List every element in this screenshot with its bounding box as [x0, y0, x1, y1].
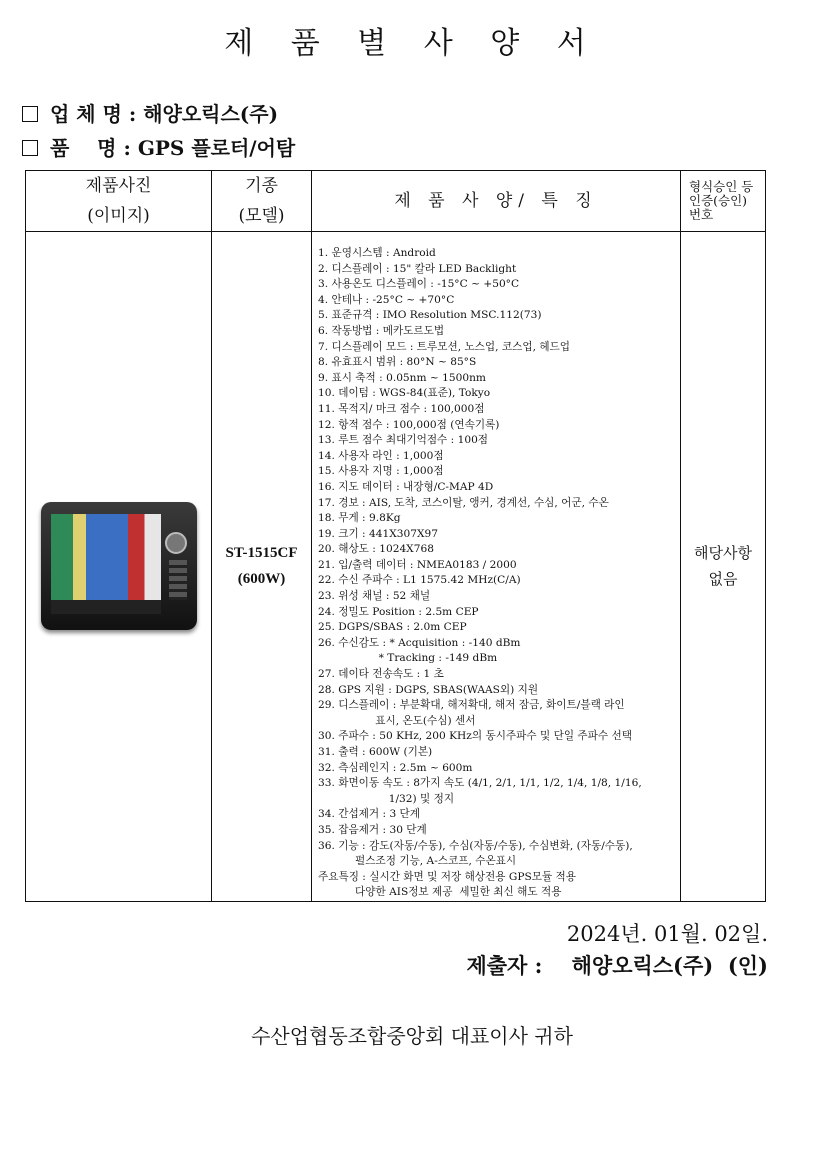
spec-line: 18. 무게 : 9.8Kg — [318, 512, 401, 525]
spec-line: 21. 입/출력 데이터 : NMEA0183 / 2000 — [318, 558, 517, 571]
device-knob — [165, 532, 187, 554]
spec-line: 26. 수신감도 : * Acquisition : -140 dBm — [318, 636, 521, 649]
spec-line: 6. 작동방법 : 메카도르도법 — [318, 324, 445, 337]
spec-table — [25, 170, 766, 902]
approval-line2: 없음 — [708, 570, 738, 589]
spec-line: 29. 디스플레이 : 부분확대, 해저확대, 해저 잠금, 화이트/블랙 라인 — [318, 699, 625, 712]
header-spec: 제 품 사 양/ 특 징 — [312, 171, 681, 232]
product-value: : GPS 플로터/어탐 — [123, 136, 296, 160]
approval-line1: 해당사항 — [694, 544, 752, 563]
spec-line: 2. 디스플레이 : 15" 칼라 LED Backlight — [318, 262, 517, 275]
header-approval — [681, 171, 766, 232]
model-cell — [212, 232, 312, 902]
plotter-device-image — [41, 502, 197, 630]
spec-line: 7. 디스플레이 모드 : 트루모션, 노스업, 코스업, 헤드업 — [318, 340, 571, 353]
spec-line: 표시, 온도(수심) 센서 — [318, 714, 476, 727]
spec-line: 16. 지도 데이터 : 내장형/C-MAP 4D — [318, 480, 494, 493]
spec-line: 8. 유효표시 범위 : 80°N ~ 85°S — [318, 356, 477, 369]
spec-line: 22. 수신 주파수 : L1 1575.42 MHz(C/A) — [318, 574, 521, 587]
spec-line: 30. 주파수 : 50 KHz, 200 KHz의 동시주파수 및 단일 주파수 선택 — [318, 730, 632, 743]
spec-line: 9. 표시 축적 : 0.05nm ~ 1500nm — [318, 371, 486, 384]
document-title: 제 품 별 사 양 서 — [224, 26, 600, 61]
addressee: 수산업협동조합중앙회 대표이사 귀하 — [251, 1024, 573, 1048]
spec-line: 24. 정밀도 Position : 2.5m CEP — [318, 605, 479, 618]
spec-line: 14. 사용자 라인 : 1,000점 — [318, 449, 444, 462]
spec-line: 32. 측심레인지 : 2.5m ~ 600m — [318, 761, 473, 774]
header-photo-line2: (이미지) — [87, 206, 150, 226]
header-approval-line3: 번호 — [689, 207, 714, 222]
model-name: ST-1515CF — [225, 545, 298, 562]
header-approval-line2: 인증(승인) — [689, 193, 748, 208]
spec-line: 20. 해상도 : 1024X768 — [318, 543, 434, 556]
spec-line: 23. 위성 채널 : 52 채널 — [318, 590, 431, 603]
spec-line: 25. DGPS/SBAS : 2.0m CEP — [318, 621, 467, 634]
device-screen — [51, 514, 161, 614]
header-photo — [26, 171, 212, 232]
spec-line: 5. 표준규격 : IMO Resolution MSC.112(73) — [318, 309, 542, 322]
checkbox-icon — [22, 106, 38, 122]
spec-line: 15. 사용자 지명 : 1,000점 — [318, 465, 444, 478]
model-power: (600W) — [237, 571, 286, 588]
spec-line: 27. 데이타 전송속도 : 1 초 — [318, 668, 444, 681]
header-model-line2: (모델) — [238, 206, 285, 226]
header-approval-line1: 형식승인 등 — [689, 179, 754, 194]
spec-line: 34. 간섭제거 : 3 단계 — [318, 808, 421, 821]
company-value: : 해양오릭스(주) — [128, 102, 279, 126]
spec-line: 35. 잡음제거 : 30 단계 — [318, 823, 427, 836]
company-label: 업 체 명 — [50, 102, 122, 126]
header-model — [212, 171, 312, 232]
spec-line: 1. 운영시스템 : Android — [318, 247, 436, 259]
spec-line: 19. 크기 : 441X307X97 — [318, 527, 438, 540]
spec-line: 3. 사용온도 디스플레이 : -15°C ~ +50°C — [318, 278, 520, 291]
device-buttons — [169, 560, 187, 600]
company-line — [22, 98, 278, 127]
approval-cell — [681, 232, 766, 902]
submitter: 제출자 : 해양오릭스(주) (인) — [466, 953, 768, 978]
spec-line: 17. 경보 : AIS, 도착, 코스이탈, 앵커, 경계선, 수심, 어군, 수온 — [318, 496, 609, 509]
header-model-line1: 기종 — [245, 176, 278, 196]
header-photo-line1: 제품사진 — [85, 176, 152, 196]
spec-line: 28. GPS 지원 : DGPS, SBAS(WAAS외) 지원 — [318, 683, 539, 696]
spec-line: * Tracking : -149 dBm — [318, 652, 498, 665]
spec-line: 33. 화면이동 속도 : 8가지 속도 (4/1, 2/1, 1/1, 1/2, 1/4, 1/8, 1/16, — [318, 777, 642, 790]
spec-line: 다양한 AIS정보 제공 세밀한 최신 해도 적용 — [318, 886, 562, 899]
spec-list — [312, 232, 681, 902]
spec-line: 10. 데이텀 : WGS-84(표준), Tokyo — [318, 387, 491, 400]
product-label: 품 명 — [50, 136, 117, 160]
spec-line: 36. 기능 : 감도(자동/수동), 수심(자동/수동), 수심변화, (자동/수동), — [318, 839, 633, 852]
spec-line: 11. 목적지/ 마크 점수 : 100,000점 — [318, 402, 485, 415]
spec-line: 4. 안테나 : -25°C ~ +70°C — [318, 293, 455, 306]
spec-line: 주요특징 : 실시간 화면 및 저장 해상전용 GPS모듈 적용 — [318, 870, 577, 883]
submission-date: 2024년. 01월. 02일. — [566, 922, 768, 946]
spec-line: 13. 루트 점수 최대기억점수 : 100점 — [318, 434, 489, 447]
spec-line: 펄스조정 기능, A-스코프, 수온표시 — [318, 855, 517, 868]
product-photo-cell — [26, 232, 212, 902]
spec-line: 12. 항적 점수 : 100,000점 (연속기록) — [318, 418, 500, 431]
spec-line: 1/32) 및 정지 — [318, 792, 455, 805]
checkbox-icon — [22, 140, 38, 156]
spec-line: 31. 출력 : 600W (기본) — [318, 746, 433, 758]
product-line — [22, 132, 295, 161]
